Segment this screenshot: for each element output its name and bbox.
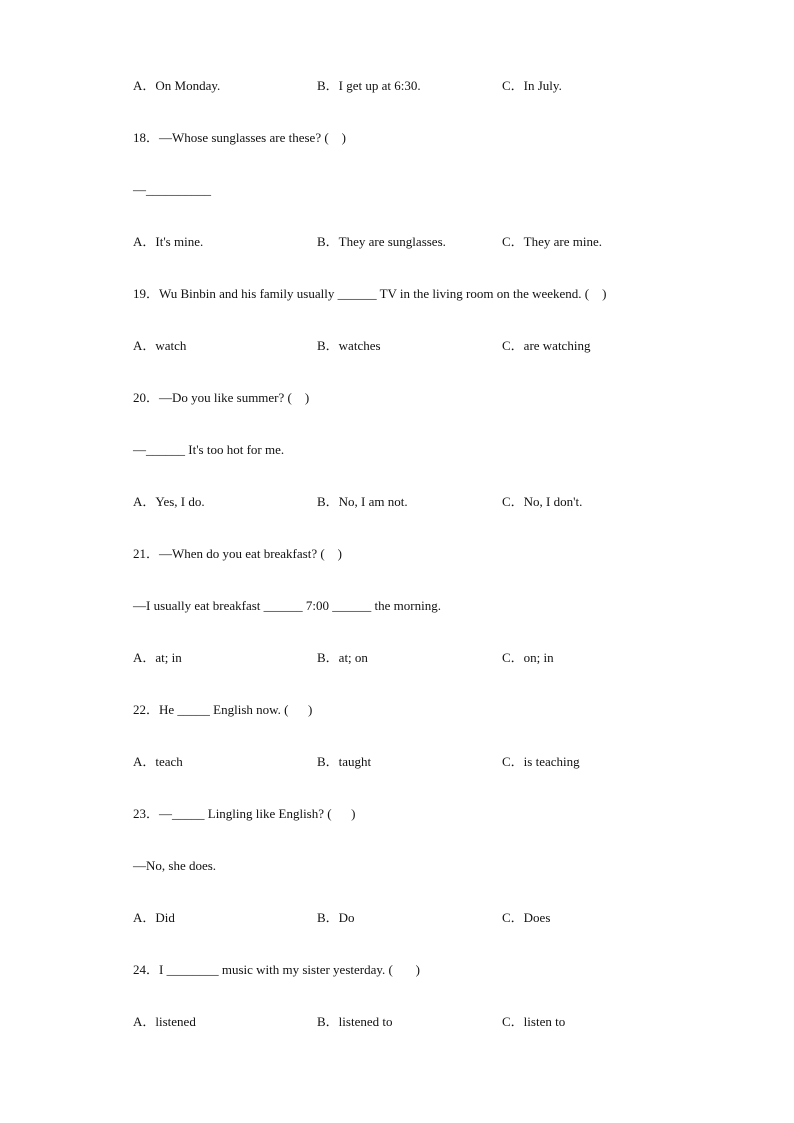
option-b: B．listened to bbox=[317, 1014, 393, 1029]
options-row-q21 bbox=[133, 650, 693, 666]
options-row-q22 bbox=[133, 754, 693, 770]
question-22: 22．He _____ English now. ( ) bbox=[133, 702, 313, 717]
option-b: B．at; on bbox=[317, 650, 368, 665]
answer-line-23: —No, she does. bbox=[133, 858, 217, 873]
options-row-q24 bbox=[133, 1014, 693, 1030]
option-c: C．are watching bbox=[502, 338, 591, 353]
option-c: C．In July. bbox=[502, 78, 562, 93]
option-a: A．teach bbox=[133, 754, 183, 769]
option-b: B．watches bbox=[317, 338, 381, 353]
options-row-q17 bbox=[133, 78, 693, 94]
question-18: 18．—Whose sunglasses are these? ( ) bbox=[133, 130, 346, 145]
option-b: B．taught bbox=[317, 754, 372, 769]
question-19: 19．Wu Binbin and his family usually ______ TV in the living room on the weekend. ( ) bbox=[133, 286, 607, 301]
option-a: A．On Monday. bbox=[133, 78, 221, 93]
option-b: B．No, I am not. bbox=[317, 494, 408, 509]
option-a: A．listened bbox=[133, 1014, 196, 1029]
option-b: B．They are sunglasses. bbox=[317, 234, 446, 249]
answer-line-18: —__________ bbox=[133, 182, 211, 197]
option-c: C．listen to bbox=[502, 1014, 566, 1029]
options-row-q18 bbox=[133, 234, 693, 250]
option-c: C．No, I don't. bbox=[502, 494, 583, 509]
option-b: B．Do bbox=[317, 910, 355, 925]
answer-line-21: —I usually eat breakfast ______ 7:00 ______ the morning. bbox=[133, 598, 441, 613]
options-row-q19 bbox=[133, 338, 693, 354]
question-20: 20．—Do you like summer? ( ) bbox=[133, 390, 310, 405]
option-c: C．They are mine. bbox=[502, 234, 602, 249]
option-a: A．Yes, I do. bbox=[133, 494, 205, 509]
option-a: A．at; in bbox=[133, 650, 182, 665]
option-c: C．Does bbox=[502, 910, 551, 925]
option-b: B．I get up at 6:30. bbox=[317, 78, 421, 93]
answer-line-20: —______ It's too hot for me. bbox=[133, 442, 285, 457]
option-c: C．on; in bbox=[502, 650, 554, 665]
question-24: 24．I ________ music with my sister yesterday. ( ) bbox=[133, 962, 420, 977]
option-a: A．Did bbox=[133, 910, 175, 925]
option-c: C．is teaching bbox=[502, 754, 580, 769]
option-a: A．watch bbox=[133, 338, 187, 353]
options-row-q23 bbox=[133, 910, 693, 926]
question-23: 23．—_____ Lingling like English? ( ) bbox=[133, 806, 356, 821]
option-a: A．It's mine. bbox=[133, 234, 204, 249]
options-row-q20 bbox=[133, 494, 693, 510]
question-21: 21．—When do you eat breakfast? ( ) bbox=[133, 546, 343, 561]
